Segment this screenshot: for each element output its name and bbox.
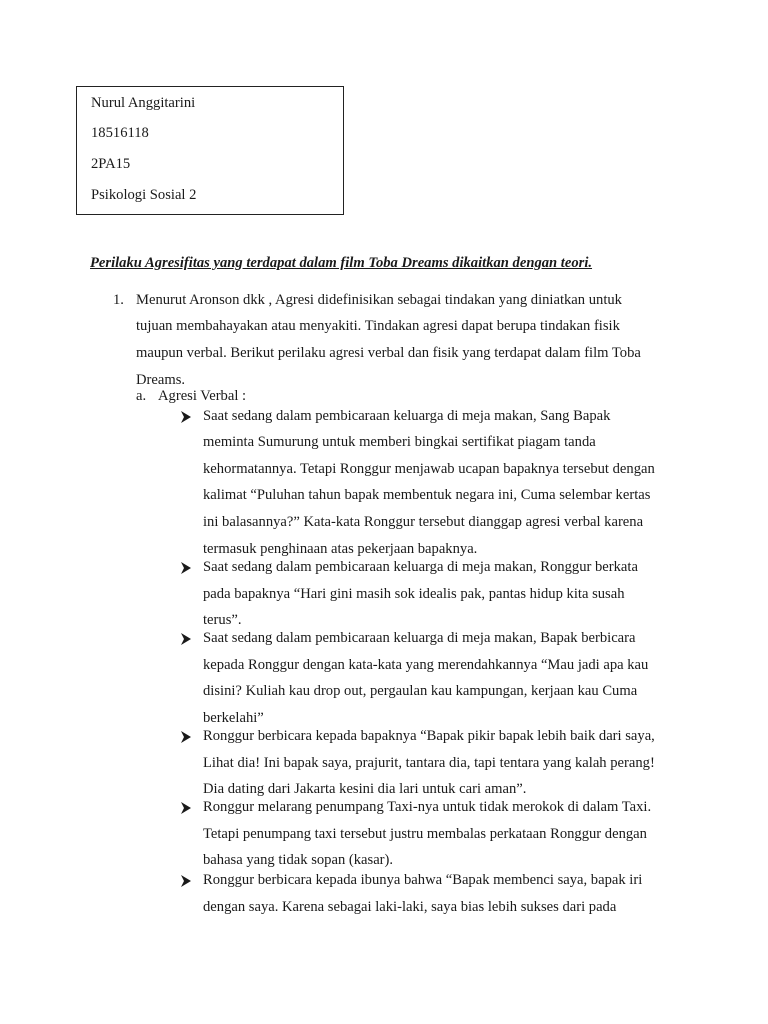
bullet-text-line: kehormatannya. Tetapi Ronggur menjawab ucapan bapaknya tersebut dengan <box>203 461 655 477</box>
paragraph-line: maupun verbal. Berikut perilaku agresi verbal dan fisik yang terdapat dalam film Toba <box>136 345 641 361</box>
arrow-bullet-icon <box>179 410 193 424</box>
paragraph-line: Dreams. <box>136 372 186 388</box>
bullet-text-line: Dia dating dari Jakarta kesini dia lari untuk cari aman”. <box>203 781 527 797</box>
bullet-text-line: Ronggur berbicara kepada bapaknya “Bapak pikir bapak lebih baik dari saya, <box>203 728 655 744</box>
author-name: Nurul Anggitarini <box>91 95 196 111</box>
course-name: Psikologi Sosial 2 <box>91 187 197 203</box>
paragraph-line: tujuan membahayakan atau menyakiti. Tindakan agresi dapat berupa tindakan fisik <box>136 318 620 334</box>
student-id: 18516118 <box>91 125 149 141</box>
arrow-bullet-icon <box>179 632 193 646</box>
bullet-text-line: berkelahi” <box>203 710 264 726</box>
bullet-text-line: terus”. <box>203 612 242 628</box>
list-marker-1: 1. <box>113 292 124 308</box>
bullet-text-line: pada bapaknya “Hari gini masih sok idealis pak, pantas hidup kita susah <box>203 586 625 602</box>
bullet-text-line: disini? Kuliah kau drop out, pergaulan kau kampungan, kerjaan kau Cuma <box>203 683 638 699</box>
subsection-heading: Agresi Verbal : <box>158 388 247 404</box>
bullet-text-line: dengan saya. Karena sebagai laki-laki, saya bias lebih sukses dari pada <box>203 899 617 915</box>
bullet-text-line: Saat sedang dalam pembicaraan keluarga di meja makan, Bapak berbicara <box>203 630 636 646</box>
bullet-text-line: kalimat “Puluhan tahun bapak membentuk negara ini, Cuma selembar kertas <box>203 487 651 503</box>
paragraph-line: Menurut Aronson dkk , Agresi didefinisikan sebagai tindakan yang diniatkan untuk <box>136 292 622 308</box>
arrow-bullet-icon <box>179 874 193 888</box>
bullet-text-line: Ronggur berbicara kepada ibunya bahwa “Bapak membenci saya, bapak iri <box>203 872 643 888</box>
bullet-text-line: Saat sedang dalam pembicaraan keluarga di meja makan, Sang Bapak <box>203 408 611 424</box>
arrow-bullet-icon <box>179 730 193 744</box>
bullet-text-line: ini balasannya?” Kata-kata Ronggur tersebut dianggap agresi verbal karena <box>203 514 644 530</box>
bullet-text-line: meminta Sumurung untuk memberi bingkai sertifikat piagam tanda <box>203 434 596 450</box>
document-title: Perilaku Agresifitas yang terdapat dalam film Toba Dreams dikaitkan dengan teori. <box>90 255 593 271</box>
bullet-text-line: kepada Ronggur dengan kata-kata yang merendahkannya “Mau jadi apa kau <box>203 657 649 673</box>
bullet-text-line: Ronggur melarang penumpang Taxi-nya untuk tidak merokok di dalam Taxi. <box>203 799 652 815</box>
class-code: 2PA15 <box>91 156 131 172</box>
list-marker-a: a. <box>136 388 147 404</box>
bullet-text-line: Tetapi penumpang taxi tersebut justru membalas perkataan Ronggur dengan <box>203 826 647 842</box>
arrow-bullet-icon <box>179 561 193 575</box>
author-info-box <box>76 86 344 215</box>
arrow-bullet-icon <box>179 801 193 815</box>
bullet-text-line: Lihat dia! Ini bapak saya, prajurit, tantara dia, tapi tentara yang kalah perang! <box>203 755 655 771</box>
bullet-text-line: bahasa yang tidak sopan (kasar). <box>203 852 394 868</box>
bullet-text-line: termasuk penghinaan atas pekerjaan bapaknya. <box>203 541 478 557</box>
bullet-text-line: Saat sedang dalam pembicaraan keluarga di meja makan, Ronggur berkata <box>203 559 638 575</box>
